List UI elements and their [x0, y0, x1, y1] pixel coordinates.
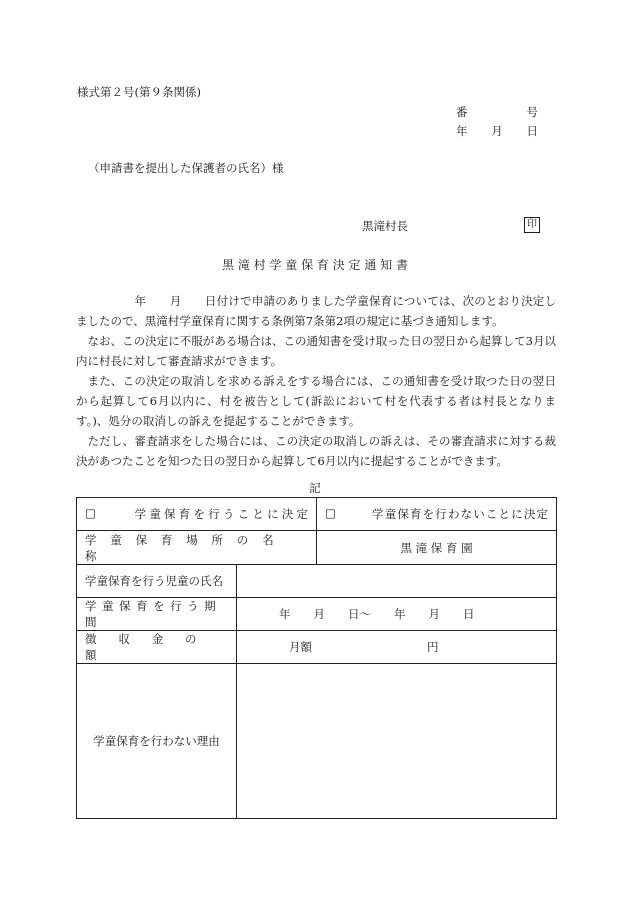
- fee-value[interactable]: 月額 円: [237, 631, 557, 664]
- date-month-label: 月: [491, 124, 503, 138]
- date-year-label: 年: [456, 124, 468, 138]
- child-row: [77, 565, 557, 598]
- decision-row: [77, 498, 557, 531]
- decision-no-label: 学童保育を行わないことに決定: [372, 507, 550, 521]
- document-date: [456, 123, 538, 139]
- reason-label: 学童保育を行わない理由: [77, 664, 237, 819]
- period-label: 学童保育を行う期間: [77, 598, 237, 631]
- period-value[interactable]: 年 月 日〜 年 月 日: [237, 598, 557, 631]
- decision-yes-checkbox[interactable]: □: [85, 506, 96, 520]
- number-label-ban: 番: [456, 105, 468, 119]
- place-row: [77, 531, 557, 565]
- body-paragraph-2: なお、この決定に不服がある場合は、この通知書を受け取った日の翌日から起算して3月以内に村長に対して審査請求ができます。: [76, 334, 556, 368]
- reason-value[interactable]: [237, 664, 557, 819]
- body-paragraph-1: 年 月 日付けで申請のありました学童保育については、次のとおり決定しましたので、黒滝村学童保育に関する条例第7条第2項の規定に基づき通知します。: [76, 294, 556, 328]
- decision-no-cell: [317, 498, 557, 531]
- issuer: 黒滝村長: [362, 219, 408, 233]
- document-title: 黒 滝 村 学 童 保 育 決 定 通 知 書: [222, 258, 408, 272]
- child-value[interactable]: [237, 565, 557, 598]
- seal-mark: 印: [524, 217, 540, 233]
- child-label: 学童保育を行う児童の氏名: [77, 565, 237, 598]
- reason-row: [77, 664, 557, 819]
- addressee: （申請書を提出した保護者の氏名）様: [88, 161, 284, 175]
- decision-table: [76, 497, 557, 819]
- document-number: [456, 104, 538, 120]
- body-paragraph-4: ただし、審査請求をした場合には、この決定の取消しの訴えは、その審査請求に対する裁決があつたことを知つた日の翌日から起算して6月以内に提起することができます。: [76, 434, 556, 468]
- decision-no-checkbox[interactable]: □: [325, 506, 336, 520]
- period-row: [77, 598, 557, 631]
- date-day-label: 日: [526, 124, 538, 138]
- form-number-label: 様式第２号(第９条関係): [77, 85, 201, 99]
- fee-label: 徴収金の額: [77, 631, 237, 664]
- place-label: 学童保育場所の名称: [77, 531, 317, 565]
- body-paragraph-3: また、この決定の取消しを求める訴えをする場合には、この通知書を受け取つた日の翌日から起算して6月以内に、村を被告として(訴訟において村を代表する者は村長となります。)、処分の取消しの訴えを提起することができます。: [76, 374, 556, 428]
- ki-heading: 記: [309, 481, 321, 495]
- decision-yes-label: 学童保育を行うことに決定: [134, 507, 312, 521]
- place-value[interactable]: 黒 滝 保 育 園: [317, 531, 557, 565]
- number-label-go: 号: [526, 105, 538, 119]
- fee-row: [77, 631, 557, 664]
- seal-icon: [524, 216, 540, 233]
- notice-body: [76, 291, 556, 471]
- decision-yes-cell: [77, 498, 317, 531]
